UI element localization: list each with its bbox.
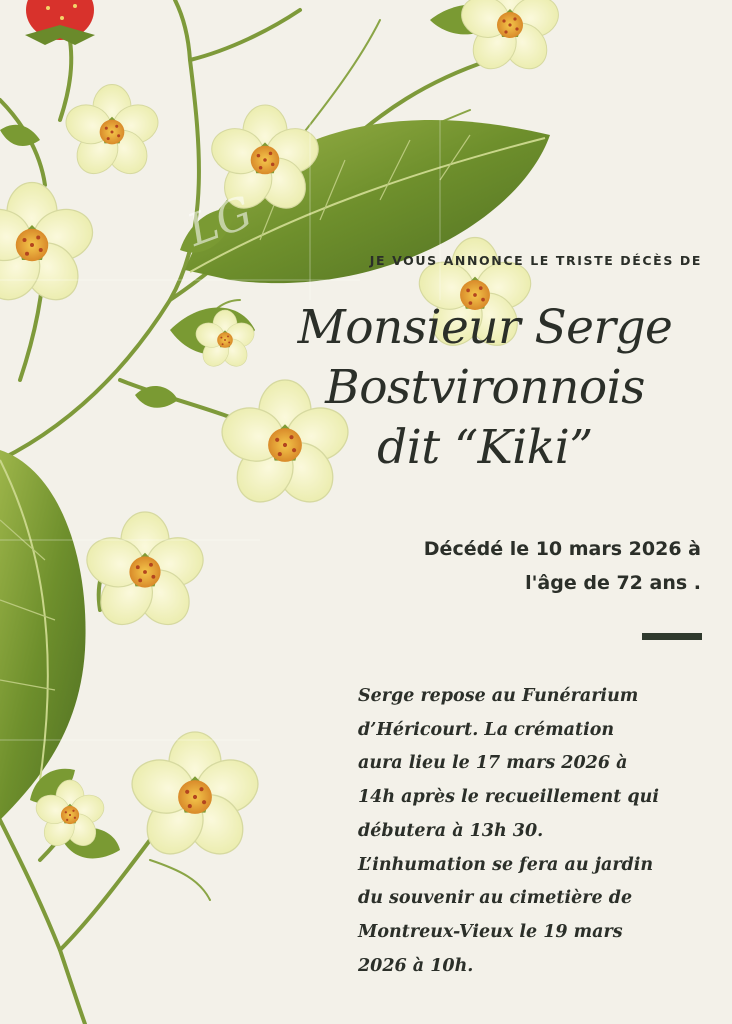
name-line-3: dit “Kiki” [377, 420, 593, 475]
death-info-line-2: l'âge de 72 ans . [525, 572, 701, 594]
flower-1 [61, 85, 163, 182]
divider-bar [642, 633, 702, 640]
announcement-line: JE VOUS ANNONCE LE TRISTE DÉCÈS DE [369, 253, 702, 268]
details-line: du souvenir au cimetière de [358, 888, 633, 909]
name-line-2: Bostvironnois [325, 360, 645, 415]
strawberry-icon [25, 0, 95, 45]
death-info-line-1: Décédé le 10 mars 2026 à [423, 538, 701, 560]
death-info [424, 532, 701, 600]
name-line-1: Monsieur Serge [297, 300, 673, 355]
details-line: aura lieu le 17 mars 2026 à [358, 753, 628, 774]
details-line: 14h après le recueillement qui [358, 787, 660, 808]
details-line: d’Héricourt. La crémation [358, 719, 615, 740]
details-line: Montreux-Vieux le 19 mars [358, 921, 623, 942]
flower-6 [81, 512, 210, 635]
details-line: L’inhumation se fera au jardin [358, 854, 654, 875]
leaf-large-left [0, 450, 86, 820]
ceremony-details [358, 680, 710, 983]
details-line: 2026 à 10h. [358, 955, 474, 976]
details-line: Serge repose au Funérarium [358, 686, 639, 706]
watermark-logo: LG [180, 186, 259, 257]
deceased-name [250, 298, 720, 478]
details-line: débutera à 13h 30. [358, 820, 544, 841]
flower-2 [0, 183, 99, 311]
